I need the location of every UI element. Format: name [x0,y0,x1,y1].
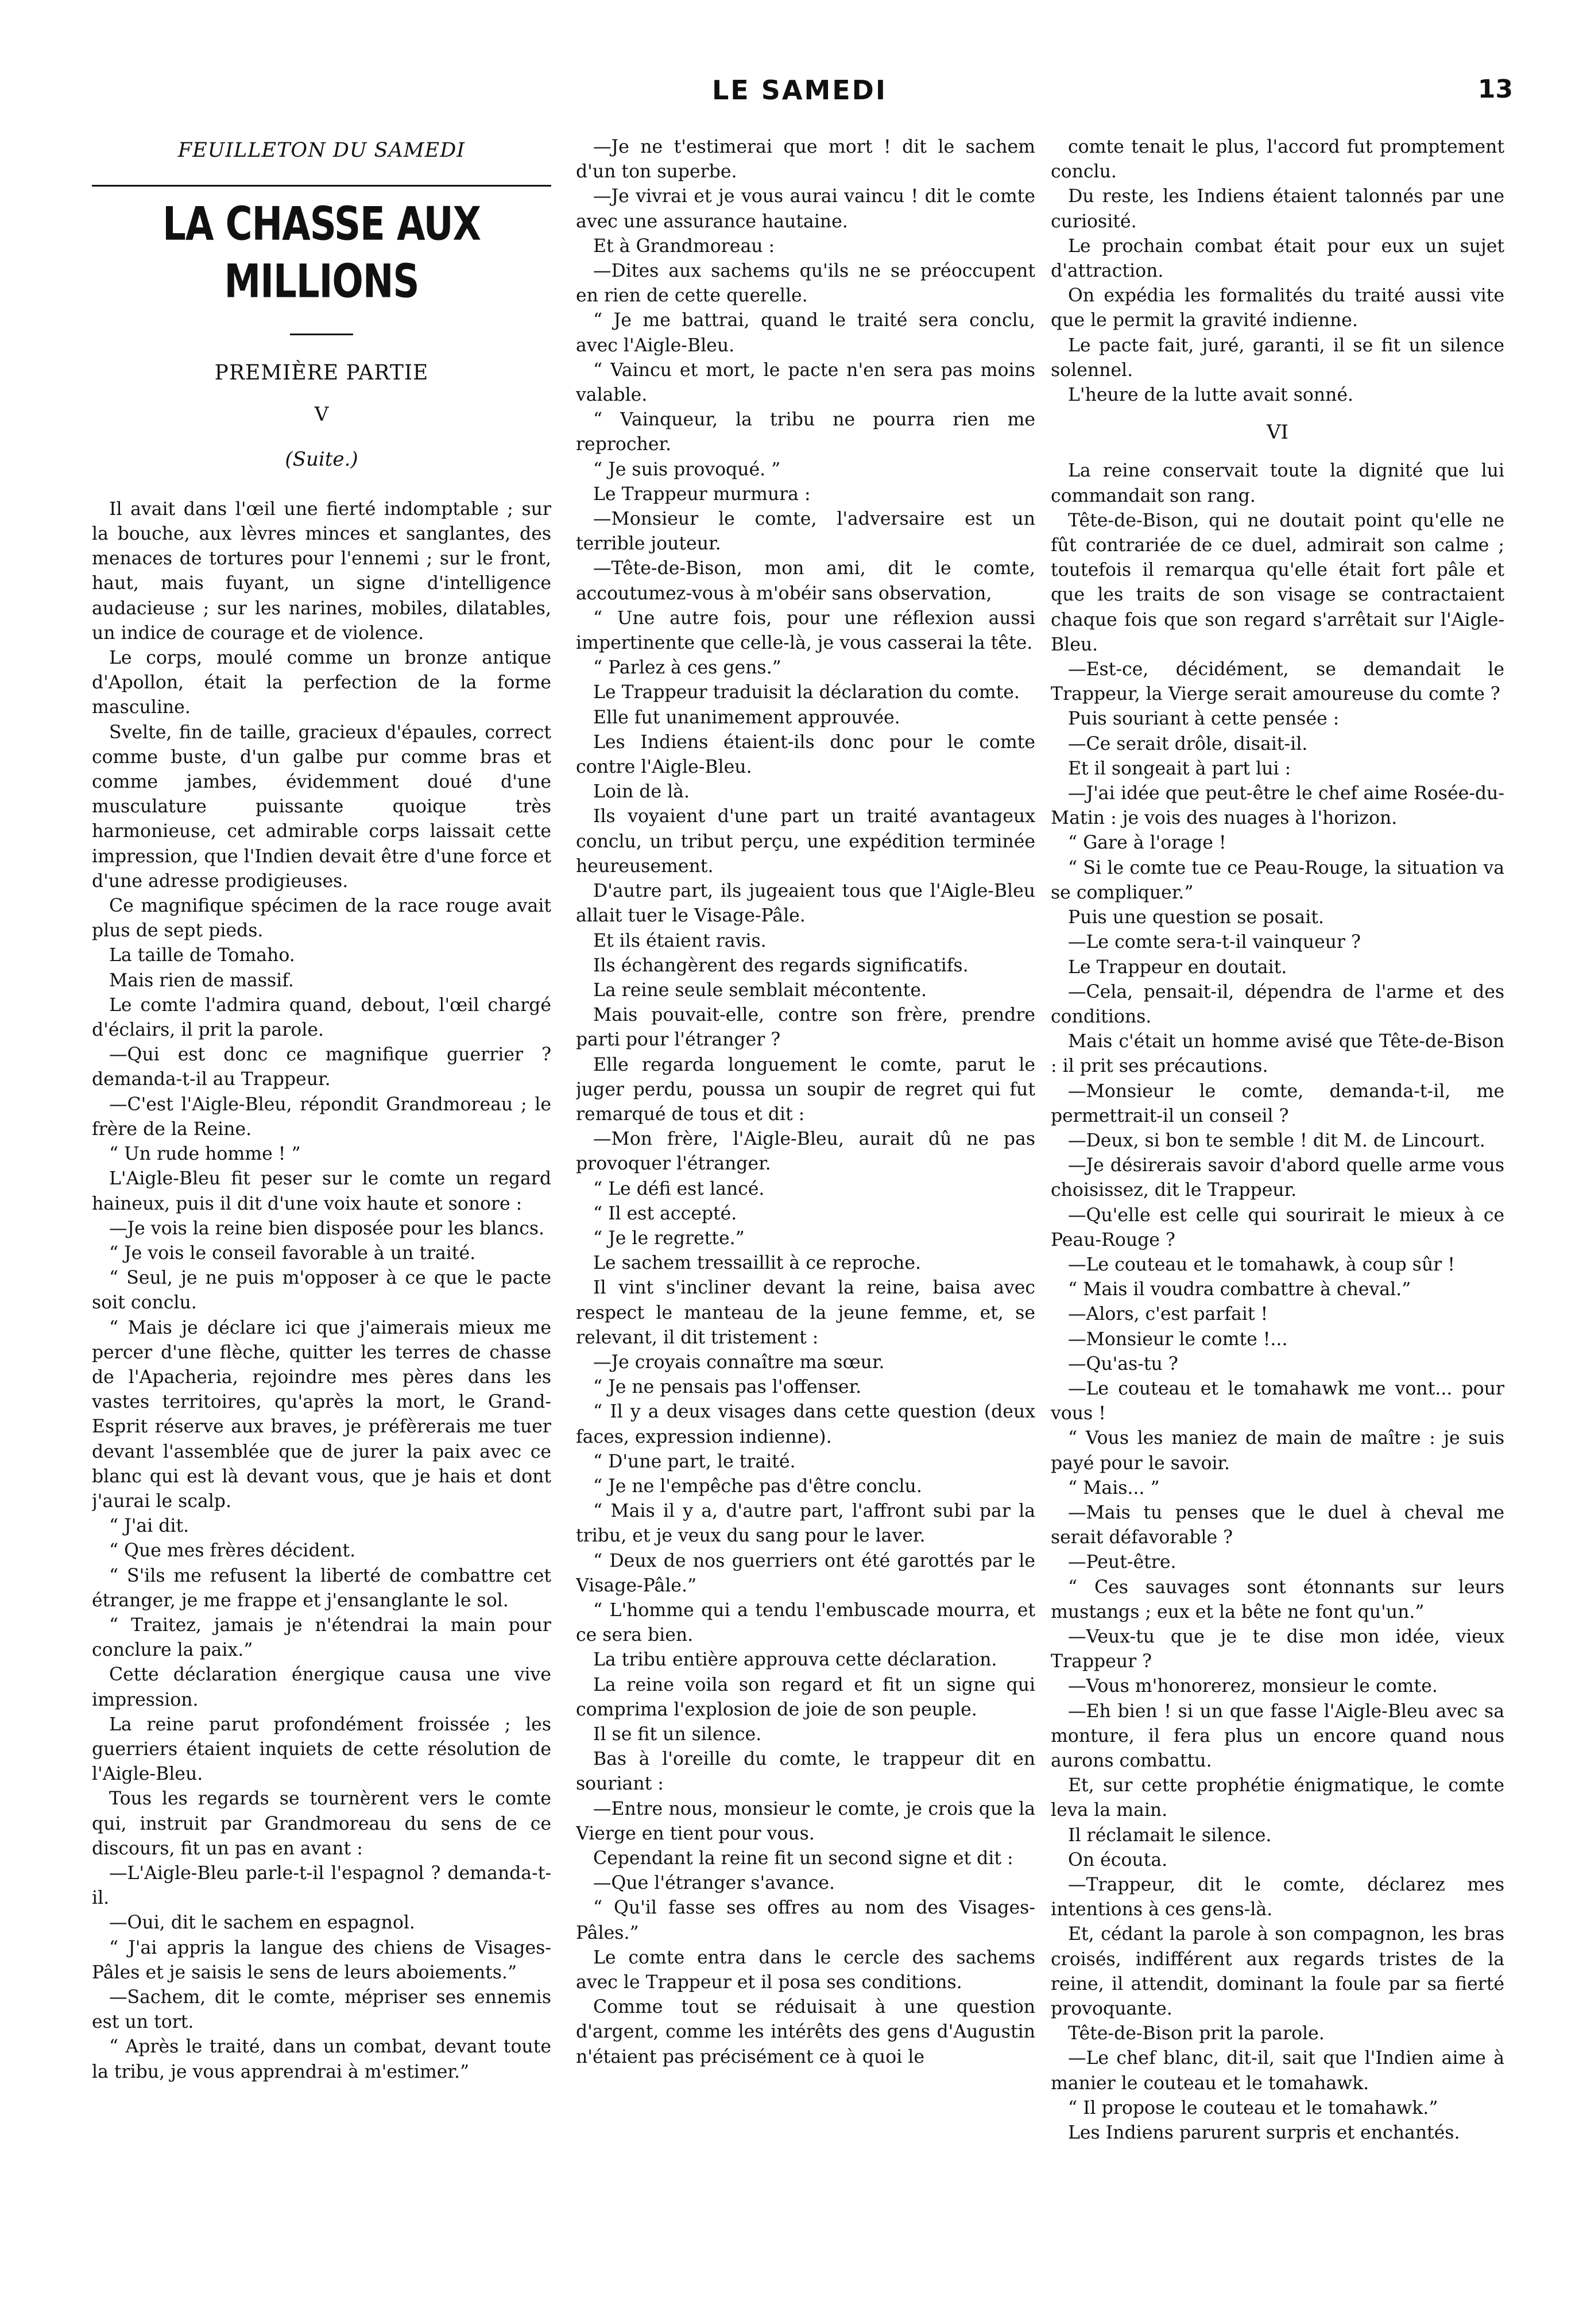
paragraph: Les Indiens parurent surpris et enchantés. [1068,2122,1460,2144]
continuation-label: (Suite.) [285,447,358,471]
paragraph: —Cela, pensait-il, dépendra de l'arme et des conditions. [1051,981,1504,1027]
paragraph: Svelte, fin de taille, gracieux d'épaules, correct comme buste, d'un galbe pur comme bras et comme jambes, évidemment doué d'une musculature puissante quoique très harmonieuse, cet admirable corps laissait cette impression, que l'Indien devait être d'une force et d'une adresse prodigieuses. [92,722,551,892]
paragraph: Comme tout se réduisait à une question d'argent, comme les intérêts des gens d'Augustin n'étaient pas précisément ce à quoi le [576,1997,1035,2067]
paragraph: Le comte entra dans le cercle des sachems avec le Trappeur et il posa ses conditions. [576,1947,1035,1993]
paragraph: Et ils étaient ravis. [593,930,767,951]
paragraph: La taille de Tomaho. [109,945,295,966]
page-number: 13 [1477,75,1513,104]
paragraph: —Le comte sera-t-il vainqueur ? [1068,932,1361,953]
paragraph: —Le couteau et le tomahawk me vont... pour vous ! [1051,1378,1504,1424]
paragraph: “ Qu'il fasse ses offres au nom des Visages-Pâles.” [576,1897,1035,1943]
paragraph: —Monsieur le comte !... [1068,1328,1288,1350]
paragraph: “ Il est accepté. [593,1203,737,1224]
paragraph: “ Le défi est lancé. [593,1178,765,1199]
paragraph: —Le couteau et le tomahawk, à coup sûr ! [1068,1254,1455,1275]
paragraph: Et il songeait à part lui : [1068,758,1291,779]
chapter-heading: V [314,403,329,427]
paragraph: “ Il propose le couteau et le tomahawk.” [1068,2097,1438,2118]
paragraph: —Est-ce, décidément, se demandait le Trappeur, la Vierge serait amoureuse du comte ? [1051,659,1504,705]
paragraph: —Je croyais connaître ma sœur. [593,1351,885,1373]
paragraph: —Tête-de-Bison, mon ami, dit le comte, accoutumez-vous à m'obéir sans observation, [576,558,1035,604]
paragraph: Ils échangèrent des regards significatifs. [593,955,969,976]
paragraph: —Je désirerais savoir d'abord quelle arme vous choisissez, dit le Trappeur. [1051,1155,1504,1201]
column-2-text [576,135,1035,2070]
paragraph: “ Je suis provoqué. ” [593,459,781,480]
paragraph: —Monsieur le comte, l'adversaire est un terrible jouteur. [576,509,1035,555]
paragraph: —Qu'as-tu ? [1068,1353,1178,1374]
paragraph: “ Je ne pensais pas l'offenser. [593,1377,862,1398]
paragraph: comte tenait le plus, l'accord fut promptement conclu. [1051,137,1504,183]
column-3 [1051,135,1504,2305]
paragraph: —Peut-être. [1068,1552,1177,1573]
paragraph: “ J'ai appris la langue des chiens de Visages-Pâles et je saisis le sens de leurs aboiements.” [92,1937,551,1983]
paragraph: Cependant la reine fit un second signe et dit : [593,1848,1013,1869]
paragraph: “ Seul, je ne puis m'opposer à ce que le pacte soit conclu. [92,1268,551,1314]
paragraph: “ Mais je déclare ici que j'aimerais mieux me percer d'une flèche, quitter les terres de chasse de l'Apacheria, rejoindre mes pères dans les vastes territoires, qu'après la mort, le Grand-Esprit réserve aux braves, je préfèrerais me tuer devant l'assemblée que de jurer la paix avec ce blanc qui est là devant vous, que je hais et dont j'aurai le scalp. [92,1317,551,1512]
paragraph: Elle regarda longuement le comte, parut le juger perdu, poussa un soupir de regret qui fut remarqué de tous et dit : [576,1054,1035,1125]
paragraph: Tête-de-Bison prit la parole. [1068,2023,1325,2044]
paragraph: “ J'ai dit. [109,1516,189,1537]
paragraph: —Qui est donc ce magnifique guerrier ? demanda-t-il au Trappeur. [92,1044,551,1090]
paragraph: Il vint s'incliner devant la reine, baisa avec respect le manteau de la jeune femme, et, se relevant, il dit tristement : [576,1277,1035,1348]
paragraph: “ Un rude homme ! ” [109,1144,301,1165]
paragraph: —Veux-tu que je te dise mon idée, vieux Trappeur ? [1051,1626,1504,1672]
paragraph: “ Traitez, jamais je n'étendrai la main pour conclure la paix.” [92,1614,551,1661]
paragraph: La reine conservait toute la dignité que lui commandait son rang. [1051,460,1504,506]
title-divider [290,334,353,335]
paragraph: Et à Grandmoreau : [593,235,775,257]
paragraph: —Entre nous, monsieur le comte, je crois que la Vierge en tient pour vous. [576,1798,1035,1844]
paragraph: Le pacte fait, juré, garanti, il se fit un silence solennel. [1051,335,1504,381]
paragraph: L'Aigle-Bleu fit peser sur le comte un regard haineux, puis il dit d'une voix haute et sonore : [92,1168,551,1214]
paragraph: Mais pouvait-elle, contre son frère, prendre parti pour l'étranger ? [576,1005,1035,1051]
paragraph: “ Il y a deux visages dans cette question (deux faces, expression indienne). [576,1401,1035,1447]
paragraph: —Que l'étranger s'avance. [593,1873,835,1894]
paragraph: Les Indiens étaient-ils donc pour le comte contre l'Aigle-Bleu. [576,731,1035,778]
paragraph: “ Après le traité, dans un combat, devant toute la tribu, je vous apprendrai à m'estimer.” [92,2036,551,2082]
paragraph: La tribu entière approuva cette déclaration. [593,1649,997,1671]
paragraph: —Mon frère, l'Aigle-Bleu, aurait dû ne pas provoquer l'étranger. [576,1129,1035,1175]
paragraph: Et, sur cette prophétie énigmatique, le comte leva la main. [1051,1775,1504,1821]
column-1-text [92,497,551,2085]
chapter-heading-next: VI [1267,421,1288,444]
paragraph: “ Parlez à ces gens.” [593,657,781,679]
paragraph: —Dites aux sachems qu'ils ne se préoccupent en rien de cette querelle. [576,261,1035,307]
paragraph: —Trappeur, dit le comte, déclarez mes intentions à ces gens-là. [1051,1874,1504,1920]
paragraph: —Vous m'honorerez, monsieur le comte. [1068,1676,1438,1697]
paragraph: Du reste, les Indiens étaient talonnés par une curiosité. [1051,186,1504,232]
paragraph: “ Gare à l'orage ! [1068,832,1226,854]
column-2 [576,135,1035,2305]
paragraph: Puis souriant à cette pensée : [1068,708,1340,730]
paragraph: —Deux, si bon te semble ! dit M. de Lincourt. [1068,1130,1485,1151]
paragraph: “ Mais il voudra combattre à cheval.” [1068,1279,1411,1300]
feuilleton-label: FEUILLETON DU SAMEDI [177,139,466,162]
paragraph: —Alors, c'est parfait ! [1068,1304,1268,1325]
paragraph: Le Trappeur en doutait. [1068,956,1287,978]
paragraph: “ Deux de nos guerriers ont été garottés par le Visage-Pâle.” [576,1550,1035,1596]
paragraph: Ils voyaient d'une part un traité avantageux conclu, un tribut perçu, une expédition terminée heureusement. [576,806,1035,877]
paragraph: “ S'ils me refusent la liberté de combattre cet étranger, je me frappe et j'ensanglante le sol. [92,1565,551,1611]
paragraph: —J'ai idée que peut-être le chef aime Rosée-du-Matin : je vois des nuages à l'horizon. [1051,783,1504,829]
paragraph: Il se fit un silence. [593,1724,762,1745]
paragraph: —Je ne t'estimerai que mort ! dit le sachem d'un ton superbe. [576,137,1035,183]
running-head [86,75,1513,115]
paragraph: Tous les regards se tournèrent vers le comte qui, instruit par Grandmoreau du sens de ce discours, fit un pas en avant : [92,1788,551,1859]
paragraph: Cette déclaration énergique causa une vive impression. [92,1664,551,1710]
paragraph: Tête-de-Bison, qui ne doutait point qu'elle ne fût contrariée de ce duel, admirait son calme ; toutefois il remarqua qu'elle était fort pâle et que les traits de son visage se contractaient chaque fois que son regard s'arrêtait sur l'Aigle-Bleu. [1051,510,1504,655]
paragraph: Le Trappeur traduisit la déclaration du comte. [593,682,1020,703]
paragraph: —L'Aigle-Bleu parle-t-il l'espagnol ? demanda-t-il. [92,1862,551,1909]
column-3-intro-text [1051,135,1504,408]
paragraph: On écouta. [1068,1849,1168,1870]
paragraph: Le corps, moulé comme un bronze antique d'Apollon, était la perfection de la forme masculine. [92,648,551,718]
paragraph: “ Je le regrette.” [593,1227,745,1249]
paragraph: —Oui, dit le sachem en espagnol. [109,1912,415,1934]
paragraph: —Monsieur le comte, demanda-t-il, me permettrait-il un conseil ? [1051,1080,1504,1126]
serial-title: LA CHASSE AUX MILLIONS [162,197,481,309]
paragraph: —Le chef blanc, dit-il, sait que l'Indien aime à manier le couteau et le tomahawk. [1051,2048,1504,2094]
paragraph: “ Que mes frères décident. [109,1540,356,1562]
paragraph: —Ce serait drôle, disait-il. [1068,733,1308,754]
paragraph: “ D'une part, le traité. [593,1451,796,1472]
paragraph: Loin de là. [593,781,690,803]
paragraph: “ Vainqueur, la tribu ne pourra rien me reprocher. [576,409,1035,455]
paragraph: Mais rien de massif. [109,970,294,991]
paragraph: —Je vois la reine bien disposée pour les blancs. [109,1218,545,1239]
paragraph: D'autre part, ils jugeaient tous que l'Aigle-Bleu allait tuer le Visage-Pâle. [576,881,1035,927]
paragraph: —C'est l'Aigle-Bleu, répondit Grandmoreau ; le frère de la Reine. [92,1094,551,1140]
paragraph: “ Je me battrai, quand le traité sera conclu, avec l'Aigle-Bleu. [576,310,1035,356]
column-1 [92,135,551,2305]
paragraph: Ce magnifique spécimen de la race rouge avait plus de sept pieds. [92,896,551,942]
paragraph: “ L'homme qui a tendu l'embuscade mourra, et ce sera bien. [576,1599,1035,1646]
paragraph: “ Vaincu et mort, le pacte n'en sera pas moins valable. [576,359,1035,406]
paragraph: —Je vivrai et je vous aurai vaincu ! dit le comte avec une assurance hautaine. [576,186,1035,232]
paragraph: Bas à l'oreille du comte, le trappeur dit en souriant : [576,1749,1035,1795]
paragraph: —Eh bien ! si un que fasse l'Aigle-Bleu avec sa monture, il fera plus un encore quand nous aurons combattu. [1051,1701,1504,1771]
paragraph: “ Si le comte tue ce Peau-Rouge, la situation va se compliquer.” [1051,857,1504,903]
paragraph: “ Je ne l'empêche pas d'être conclu. [593,1475,922,1497]
paragraph: On expédia les formalités du traité aussi vite que le permit la gravité indienne. [1051,285,1504,331]
paragraph: La reine seule semblait mécontente. [593,979,927,1001]
paragraph: Le prochain combat était pour eux un sujet d'attraction. [1051,235,1504,282]
paragraph: L'heure de la lutte avait sonné. [1068,385,1353,406]
paragraph: “ Ces sauvages sont étonnants sur leurs mustangs ; eux et la bête ne font qu'un.” [1051,1577,1504,1622]
paragraph: “ Vous les maniez de main de maître : je suis payé pour le savoir. [1051,1428,1504,1474]
paragraph: “ Une autre fois, pour une réflexion aussi impertinente que celle-là, je vous casserai la tête. [576,607,1035,654]
paragraph: —Sachem, dit le comte, mépriser ses ennemis est un tort. [92,1987,551,2033]
paragraph: —Mais tu penses que le duel à cheval me serait défavorable ? [1051,1502,1504,1548]
part-title: PREMIÈRE PARTIE [214,361,429,385]
header-rule [92,185,551,187]
paragraph: La reine voila son regard et fit un signe qui comprima l'explosion de joie de son peuple. [576,1674,1035,1720]
running-title: LE SAMEDI [712,75,887,106]
paragraph: “ Mais... ” [1068,1477,1160,1498]
paragraph: La reine parut profondément froissée ; les guerriers étaient inquiets de cette résolution de l'Aigle-Bleu. [92,1714,551,1785]
paragraph: Il réclamait le silence. [1068,1825,1272,1846]
paragraph: “ Mais il y a, d'autre part, l'affront subi par la tribu, et je veux du sang pour le laver. [576,1501,1035,1547]
paragraph: Mais c'était un homme avisé que Tête-de-Bison : il prit ses précautions. [1051,1031,1504,1077]
paragraph: Il avait dans l'œil une fierté indomptable ; sur la bouche, aux lèvres minces et sanglantes, des menaces de tortures pour l'ennemi ; sur le front, haut, mais fuyant, un signe d'intelligence audacieuse ; sur les narines, mobiles, dilatables, un indice de courage et de violence. [92,498,551,644]
paragraph: Puis une question se posait. [1068,907,1324,928]
column-3-text [1051,459,1504,2145]
paragraph: Le comte l'admira quand, debout, l'œil chargé d'éclairs, il prit la parole. [92,994,551,1041]
paragraph: Le Trappeur murmura : [593,483,811,505]
paragraph: —Qu'elle est celle qui sourirait le mieux à ce Peau-Rouge ? [1051,1204,1504,1250]
paragraph: Et, cédant la parole à son compagnon, les bras croisés, indifférent aux regards tristes de la reine, il attendit, dominant la foule par sa fierté provoquante. [1051,1924,1504,2020]
paragraph: Le sachem tressaillit à ce reproche. [593,1253,921,1274]
paragraph: Elle fut unanimement approuvée. [593,707,900,728]
paragraph: “ Je vois le conseil favorable à un traité. [109,1242,476,1264]
